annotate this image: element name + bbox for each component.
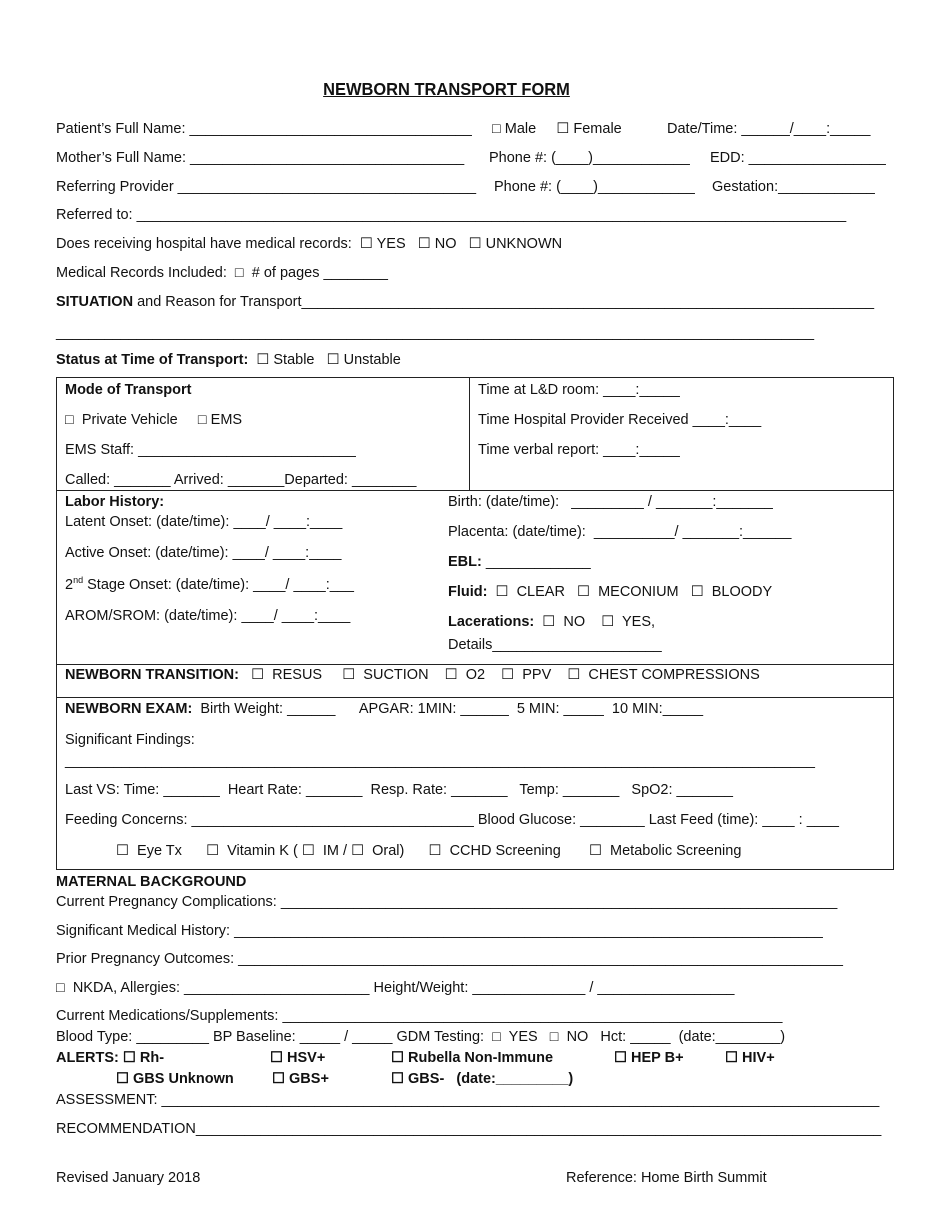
second-stage-field[interactable] [65,576,354,594]
findings-label: Significant Findings: [65,732,195,748]
lacerations-options: ☐ NO ☐ YES, [534,614,656,630]
mode-options[interactable]: □ Private Vehicle □ EMS [65,412,243,428]
fluid-field[interactable] [448,583,772,601]
second-stage-suffix: nd [73,575,84,586]
transition-label: NEWBORN TRANSITION: [65,667,239,683]
allergies-field[interactable]: □ NKDA, Allergies: _______________________ Height/Weight: ______________ / _________________ [56,980,735,996]
latent-onset-field[interactable]: Latent Onset: (date/time): ____/ ____:____ [65,514,343,530]
treatment-checkboxes[interactable]: ☐ Eye Tx ☐ Vitamin K ( ☐ IM / ☐ Oral) ☐ CCHD Screening ☐ Metabolic Screening [116,843,742,859]
mother-name-field[interactable]: Mother’s Full Name: __________________________________ [56,150,465,166]
alerts-label: ALERTS [56,1050,114,1066]
maternal-heading: MATERNAL BACKGROUND [56,874,247,890]
fluid-options: ☐ CLEAR ☐ MECONIUM ☐ BLOODY [487,584,773,600]
patient-datetime-field[interactable]: Date/Time: ______/____:_____ [667,121,871,137]
exam-weights: Birth Weight: ______ APGAR: 1MIN: ______ 5 MIN: _____ 10 MIN:_____ [192,701,704,717]
ebl-value: _____________ [481,554,591,570]
gestation-field[interactable]: Gestation:____________ [712,179,875,195]
edd-field[interactable]: EDD: _________________ [710,150,886,166]
lacerations-details-field[interactable]: Details_____________________ [448,637,662,653]
placenta-time-field[interactable]: Placenta: (date/time): __________/ _______:______ [448,524,792,540]
alert-rh: : ☐ Rh- [114,1050,165,1066]
medical-records-question[interactable]: Does receiving hospital have medical records: ☐ YES ☐ NO ☐ UNKNOWN [56,236,563,252]
ebl-label: EBL: [448,554,482,570]
birth-time-field[interactable]: Birth: (date/time): _________ / _______:_______ [448,494,773,510]
medications-field[interactable]: Current Medications/Supplements: ______________________________________________________________ [56,1008,783,1024]
alert-hiv[interactable]: ☐ HIV+ [725,1050,775,1066]
findings-line[interactable]: _____________________________________________________________________________________________ [65,753,815,769]
status-options: ☐ Stable ☐ Unstable [248,352,401,368]
status-field[interactable] [56,351,401,369]
reference-note: Reference: Home Birth Summit [566,1170,767,1186]
transition-field[interactable] [65,666,760,684]
labor-heading: Labor History: [65,494,165,510]
patient-sex-checkboxes[interactable]: □ Male ☐ Female [492,121,622,137]
situation-label: SITUATION [56,294,134,310]
alert-gbs-negative[interactable]: ☐ GBS- (date:_________) [391,1071,574,1087]
mother-phone-field[interactable]: Phone #: (____)____________ [489,150,690,166]
second-stage-number: 2 [65,577,74,593]
time-hospital-field[interactable]: Time Hospital Provider Received ____:____ [478,412,762,428]
fluid-label: Fluid: [448,584,488,600]
patient-name-field[interactable]: Patient’s Full Name: ___________________________________ [56,121,472,137]
vitals-field[interactable]: Last VS: Time: _______ Heart Rate: _______ Resp. Rate: _______ Temp: _______ SpO2: _______ [65,782,733,798]
status-label: Status at Time of Transport: [56,352,249,368]
medical-history-field[interactable]: Significant Medical History: _________________________________________________________________________ [56,923,823,939]
second-stage-text: Stage Onset: (date/time): ____/ ____:___ [83,577,354,593]
time-verbal-field[interactable]: Time verbal report: ____:_____ [478,442,680,458]
situation-line-2[interactable]: ______________________________________________________________________________________________ [56,325,815,341]
lacerations-label: Lacerations: [448,614,535,630]
prior-outcomes-field[interactable]: Prior Pregnancy Outcomes: ___________________________________________________________________________ [56,951,843,967]
alert-hep-b[interactable]: ☐ HEP B+ [614,1050,684,1066]
provider-phone-field[interactable]: Phone #: (____)____________ [494,179,695,195]
mode-box-divider [469,377,470,491]
recommendation-field[interactable]: RECOMMENDATION_____________________________________________________________________________________ [56,1121,882,1137]
ems-staff-field[interactable]: EMS Staff: ___________________________ [65,442,356,458]
medical-records-included[interactable]: Medical Records Included: □ # of pages ________ [56,265,388,281]
revised-date: Revised January 2018 [56,1170,201,1186]
situation-text: and Reason for Transport_______________________________________________________________________ [133,294,875,310]
arom-srom-field[interactable]: AROM/SROM: (date/time): ____/ ____:____ [65,608,351,624]
alert-hsv[interactable]: ☐ HSV+ [270,1050,326,1066]
blood-type-field[interactable]: Blood Type: _________ BP Baseline: _____ / _____ GDM Testing: □ YES □ NO Hct: _____ (date:________) [56,1029,786,1045]
active-onset-field[interactable]: Active Onset: (date/time): ____/ ____:____ [65,545,342,561]
time-ld-field[interactable]: Time at L&D room: ____:_____ [478,382,680,398]
alerts-row[interactable] [56,1049,164,1067]
situation-field[interactable] [56,293,874,311]
feeding-field[interactable]: Feeding Concerns: ___________________________________ Blood Glucose: ________ Last Feed (time): ____ : ____ [65,812,839,828]
exam-weights-field[interactable] [65,700,703,718]
transition-options: ☐ RESUS ☐ SUCTION ☐ O2 ☐ PPV ☐ CHEST COMPRESSIONS [239,667,760,683]
alert-rubella[interactable]: ☐ Rubella Non-Immune [391,1050,554,1066]
called-arrived-departed[interactable]: Called: _______ Arrived: _______Departed: ________ [65,472,417,488]
mode-heading: Mode of Transport [65,382,192,398]
lacerations-field[interactable] [448,613,655,631]
assessment-field[interactable]: ASSESSMENT: _________________________________________________________________________________________ [56,1092,880,1108]
form-title: NEWBORN TRANSPORT FORM [323,79,570,99]
ebl-field[interactable] [448,553,591,571]
pregnancy-complications-field[interactable]: Current Pregnancy Complications: _____________________________________________________________________ [56,894,838,910]
referred-to-field[interactable]: Referred to: ________________________________________________________________________________________ [56,207,847,223]
referring-provider-field[interactable]: Referring Provider _____________________________________ [56,179,477,195]
alert-gbs-positive[interactable]: ☐ GBS+ [272,1071,329,1087]
alert-gbs-unknown[interactable]: ☐ GBS Unknown [116,1071,234,1087]
exam-label: NEWBORN EXAM: [65,701,193,717]
